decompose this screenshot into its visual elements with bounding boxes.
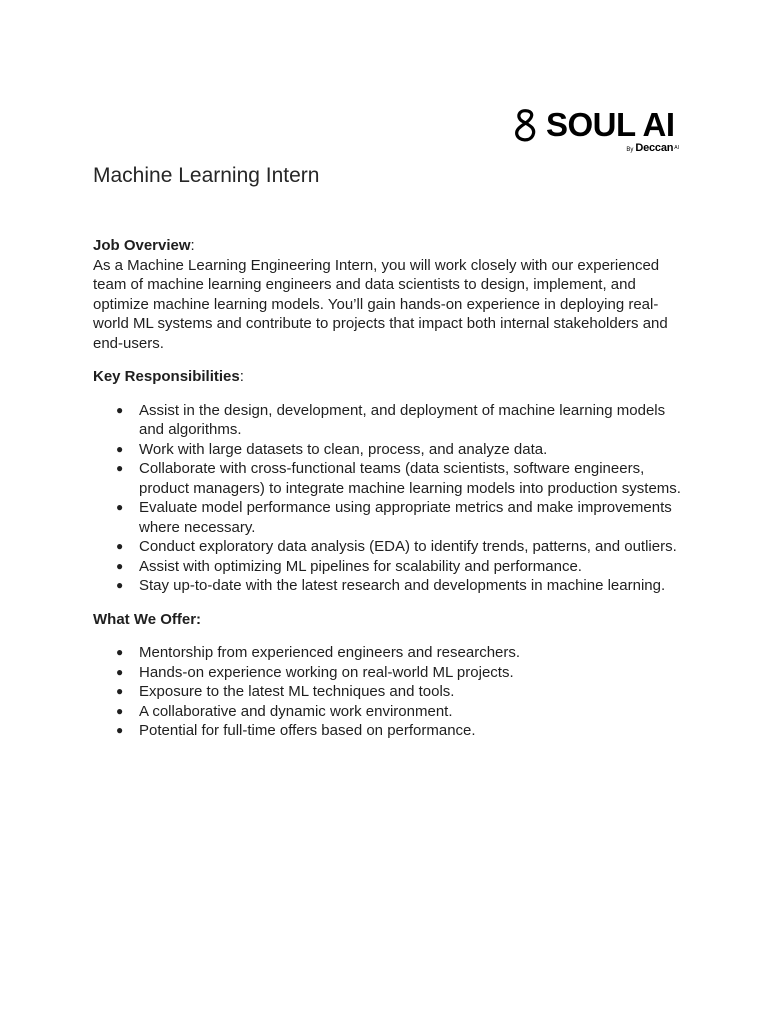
bullet-icon: ● — [116, 441, 124, 456]
list-item — [93, 401, 683, 440]
soul-ai-logo — [513, 106, 683, 156]
list-item-text: Hands-on experience working on real-world ML projects. — [139, 663, 514, 681]
list-item-text: Work with large datasets to clean, process, and analyze data. — [139, 440, 548, 458]
list-item-text: Potential for full-time offers based on performance. — [139, 722, 476, 739]
list-item-text: A collaborative and dynamic work environment. — [139, 702, 453, 720]
job-overview-label: Job Overview — [93, 237, 191, 254]
list-item-text: Assist in the design, development, and deployment of machine learning models and algorithms. — [139, 401, 666, 438]
document-content — [93, 162, 683, 741]
list-item — [93, 663, 683, 683]
list-item-text: Collaborate with cross-functional teams (data scientists, software engineers, product managers) to integrate machine learning models into production systems. — [139, 460, 681, 497]
logo-brand: Deccan — [635, 142, 674, 154]
responsibilities-colon: : — [239, 368, 244, 385]
bullet-icon: ● — [116, 664, 124, 679]
list-item-text: Mentorship from experienced engineers and researchers. — [139, 644, 521, 661]
bullet-icon: ● — [116, 645, 124, 659]
page-title: Machine Learning Intern — [93, 164, 320, 187]
list-item — [93, 557, 683, 577]
list-item-text: Exposure to the latest ML techniques and tools. — [139, 683, 455, 700]
list-item — [93, 721, 683, 741]
list-item — [93, 643, 683, 663]
list-item — [93, 576, 683, 596]
bullet-icon: ● — [116, 558, 124, 573]
bullet-icon: ● — [116, 684, 124, 698]
job-overview-colon: : — [190, 237, 195, 254]
job-overview-heading — [93, 236, 683, 256]
bullet-icon: ● — [116, 539, 124, 553]
list-item — [93, 702, 683, 722]
bullet-icon: ● — [116, 703, 124, 718]
bullet-icon: ● — [116, 500, 124, 514]
bullet-icon: ● — [116, 578, 124, 592]
soul-ai-mark-icon — [513, 108, 541, 142]
list-item-text: Assist with optimizing ML pipelines for scalability and performance. — [139, 557, 582, 575]
logo-brand-suffix: AI — [674, 145, 679, 151]
responsibilities-label: Key Responsibilities — [93, 368, 240, 385]
list-item-text: Evaluate model performance using appropriate metrics and make improvements where necessary. — [139, 499, 672, 536]
list-item — [93, 682, 683, 702]
offer-list — [93, 643, 683, 741]
bullet-icon: ● — [116, 402, 124, 417]
logo-by: By — [626, 147, 634, 153]
bullet-icon: ● — [116, 461, 124, 475]
list-item-text: Stay up-to-date with the latest research and developments in machine learning. — [139, 577, 666, 594]
list-item — [93, 498, 683, 537]
responsibilities-heading — [93, 367, 683, 387]
responsibilities-list — [93, 401, 683, 596]
offer-label: What We Offer: — [93, 610, 202, 628]
logo-wordmark: SOUL AI — [546, 106, 675, 143]
logo-byline — [626, 142, 679, 156]
job-overview-text: As a Machine Learning Engineering Intern, you will work closely with our experienced team of machine learning engineers and data scientists to design, implement, and optimize machine learning models. You’ll gain hands-on experience in deploying real-world ML systems and contribute to projects that impact both internal stakeholders and end-users. — [93, 256, 668, 352]
bullet-icon: ● — [116, 723, 124, 737]
list-item — [93, 537, 683, 557]
list-item-text: Conduct exploratory data analysis (EDA) to identify trends, patterns, and outliers. — [139, 538, 677, 555]
list-item — [93, 459, 683, 498]
list-item — [93, 440, 683, 460]
offer-heading — [93, 610, 683, 630]
